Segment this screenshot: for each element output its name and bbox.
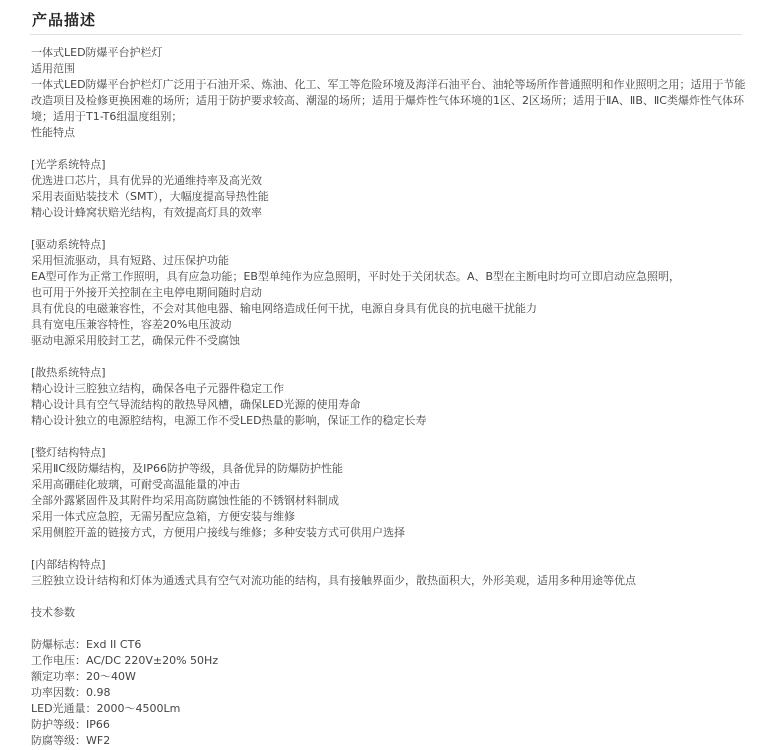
spacer bbox=[31, 429, 746, 445]
specs-heading: 技术参数 bbox=[31, 606, 75, 619]
structure-item: 采用ⅡC级防爆结构，及IP66防护等级，具备优异的防爆防护性能 bbox=[31, 462, 343, 475]
section-title: 产品描述 bbox=[32, 11, 97, 29]
features-heading: 性能特点 bbox=[31, 126, 75, 139]
driver-item: 驱动电源采用胶封工艺，确保元件不受腐蚀 bbox=[31, 334, 240, 347]
structure-heading: [整灯结构特点] bbox=[31, 446, 106, 459]
structure-item: 采用侧腔开盖的链接方式，方便用户接线与维修；多种安装方式可供用户选择 bbox=[31, 526, 405, 539]
driver-item: 具有优良的电磁兼容性，不会对其他电器、输电网络造成任何干扰，电源自身具有优良的抗电磁干扰能力 bbox=[31, 302, 537, 315]
optical-heading: [光学系统特点] bbox=[31, 158, 106, 171]
optical-item: 精心设计蜂窝状赔光结构，有效提高灯具的效率 bbox=[31, 206, 262, 219]
spacer bbox=[31, 349, 746, 365]
driver-item: 采用恒流驱动，具有短路、过压保护功能 bbox=[31, 254, 229, 267]
driver-item: 具有宽电压兼容特性，容差20%电压波动 bbox=[31, 318, 232, 331]
spacer bbox=[31, 141, 746, 157]
spec-item: 工作电压：AC/DC 220V±20% 50Hz bbox=[31, 654, 219, 667]
structure-item: 采用一体式应急腔，无需另配应急箱，方便安装与维修 bbox=[31, 510, 295, 523]
spec-item: LED光通量：2000～4500Lm bbox=[31, 702, 181, 715]
spacer bbox=[31, 589, 746, 605]
product-name: 一体式LED防爆平台护栏灯 bbox=[31, 46, 163, 59]
spec-item: 防爆标志：Exd II CT6 bbox=[31, 638, 142, 651]
scope-text: 一体式LED防爆平台护栏灯广泛用于石油开采、炼油、化工、军工等危险环境及海洋石油平台、油轮等场所作普通照明和作业照明之用；适用于节能改造项目及检修更换困难的场所；适用于防护要求较高、潮湿的场所；适用于爆炸性气体环境的1区、2区场所；适用于ⅡA、ⅡB、ⅡC类爆炸性气体环境；适用于T1-T6组温度组别； bbox=[31, 78, 746, 123]
thermal-item: 精心设计三腔独立结构，确保各电子元器件稳定工作 bbox=[31, 382, 284, 395]
spec-item: 防护等级：IP66 bbox=[31, 718, 110, 731]
thermal-item: 精心设计具有空气导流结构的散热导风槽，确保LED光源的使用寿命 bbox=[31, 398, 361, 411]
scope-heading: 适用范围 bbox=[31, 62, 75, 75]
spacer bbox=[31, 621, 746, 637]
thermal-heading: [散热系统特点] bbox=[31, 366, 106, 379]
optical-item: 优选进口芯片，具有优异的光通维持率及高光效 bbox=[31, 174, 262, 187]
product-description bbox=[31, 45, 746, 749]
spec-item: 额定功率：20～40W bbox=[31, 670, 136, 683]
section-header bbox=[30, 6, 742, 35]
structure-item: 采用高硼硅化玻璃，可耐受高温能量的冲击 bbox=[31, 478, 240, 491]
driver-heading: [驱动系统特点] bbox=[31, 238, 106, 251]
spec-item: 功率因数：0.98 bbox=[31, 686, 111, 699]
spec-item: 防腐等级：WF2 bbox=[31, 734, 111, 747]
driver-item: EA型可作为正常工作照明，具有应急功能；EB型单纯作为应急照明，平时处于关闭状态。A、B型在主断电时均可立即启动应急照明， bbox=[31, 270, 681, 283]
spacer bbox=[31, 541, 746, 557]
spacer bbox=[31, 221, 746, 237]
thermal-item: 精心设计独立的电源腔结构，电源工作不受LED热量的影响，保证工作的稳定长寿 bbox=[31, 414, 427, 427]
structure-item: 全部外露紧固件及其附件均采用高防腐蚀性能的不锈钢材料制成 bbox=[31, 494, 339, 507]
internal-item: 三腔独立设计结构和灯体为通透式具有空气对流功能的结构，具有接触界面少，散热面积大，外形美观，适用多种用途等优点 bbox=[31, 574, 636, 587]
internal-heading: [内部结构特点] bbox=[31, 558, 106, 571]
driver-item: 也可用于外接开关控制在主电停电期间随时启动 bbox=[31, 286, 262, 299]
optical-item: 采用表面贴装技术（SMT），大幅度提高导热性能 bbox=[31, 190, 269, 203]
